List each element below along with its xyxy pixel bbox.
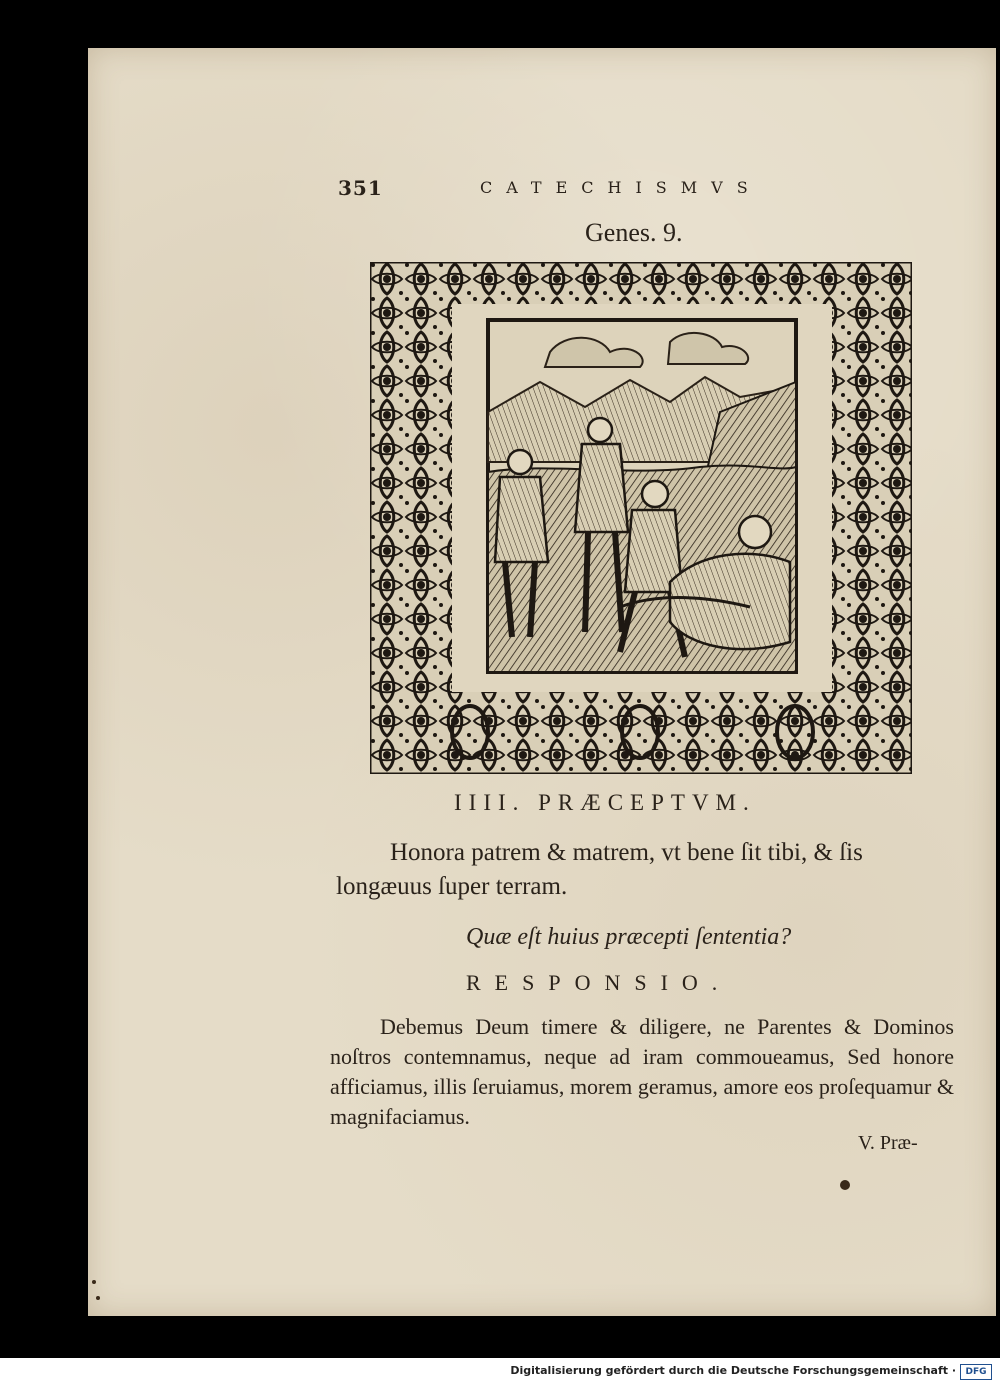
running-title: CATECHISMVS <box>480 178 762 197</box>
precept-heading: IIII. PRÆCEPTVM. <box>454 790 756 815</box>
woodcut-svg <box>370 262 912 774</box>
dfg-logo: DFG <box>960 1364 992 1380</box>
ink-spot <box>840 1180 850 1190</box>
commandment-text: Honora patrem & matrem, vt bene ſit tibi, & ſis longæuus ſuper terram. <box>336 839 863 900</box>
response-heading: RESPONSIO. <box>466 970 732 995</box>
response-body: Debemus Deum timere & diligere, ne Parentes & Dominos noſtros contemnamus, neque ad iram commoueamus, Sed honore afficiamus, illis ſeruiamus, morem geramus, amore eos proſequamur & magnifaciamus. <box>330 1014 954 1129</box>
verse-reference: Genes. 9. <box>585 218 683 247</box>
running-header <box>338 176 898 206</box>
woodcut-illustration <box>370 262 912 774</box>
page-edge-spot <box>92 1280 96 1284</box>
catchword: V. Præ- <box>858 1132 918 1154</box>
page-edge-spot <box>96 1296 100 1300</box>
funding-notice: Digitalisierung gefördert durch die Deutsche Forschungsgemeinschaft · <box>510 1364 956 1377</box>
footer-bar <box>0 1358 1000 1384</box>
page-number: 351 <box>338 176 383 200</box>
question-text: Quæ eſt huius præcepti ſententia? <box>466 924 792 950</box>
